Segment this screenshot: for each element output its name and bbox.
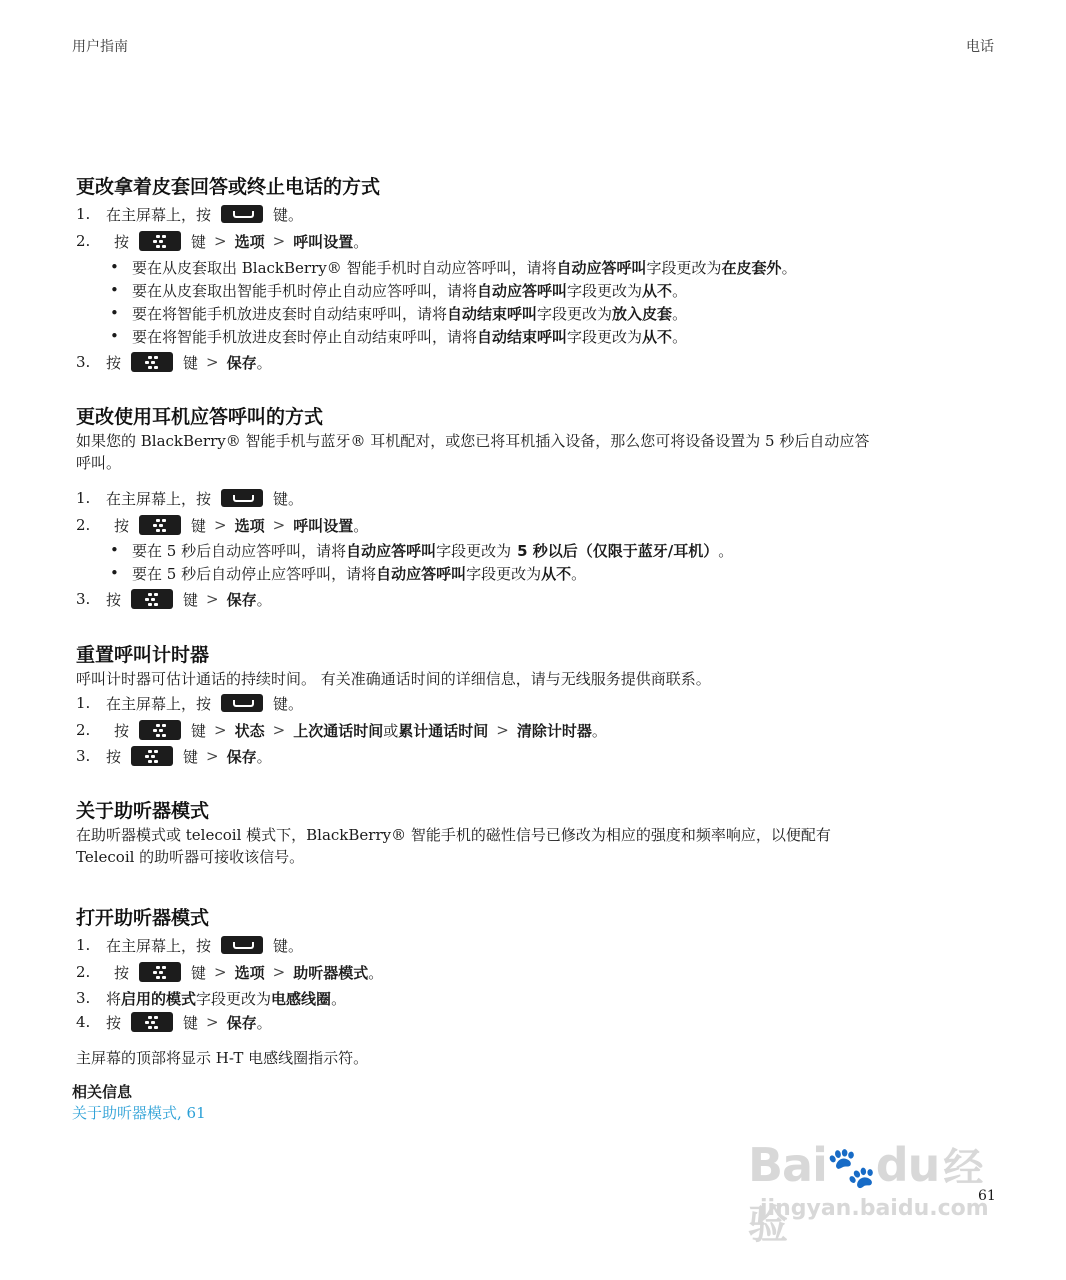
field-name: 启用的模式	[121, 989, 197, 1008]
step-number: 1.	[76, 489, 91, 507]
step-text: 或	[383, 721, 399, 740]
step-number: 4.	[76, 1013, 91, 1031]
punct: 。	[353, 516, 369, 535]
punct: 。	[256, 747, 272, 766]
menu-option: 呼叫设置	[293, 516, 354, 535]
step-text: 按	[114, 232, 130, 251]
punct: 。	[256, 590, 272, 609]
bullet-text: 要在 5 秒后自动应答呼叫，请将	[132, 541, 347, 560]
punct: 。	[718, 541, 734, 560]
send-key-icon	[221, 205, 263, 223]
menu-option: 保存	[226, 747, 257, 766]
chevron: >	[272, 721, 286, 739]
paragraph-line: 如果您的 BlackBerry® 智能手机与蓝牙® 耳机配对，或您已将耳机插入设备，那么您可将设备设置为 5 秒后自动应答	[76, 432, 870, 450]
step-text: 键	[183, 590, 199, 609]
menu-key-icon	[131, 352, 173, 372]
chevron: >	[214, 721, 227, 739]
bullet-text: 要在将智能手机放进皮套时停止自动结束呼叫，请将	[132, 327, 478, 346]
menu-key-icon	[139, 231, 181, 251]
menu-option: 选项	[234, 516, 265, 535]
step-item	[76, 513, 368, 537]
step-text: 按	[114, 721, 130, 740]
step-text: 键	[191, 232, 207, 251]
baidu-watermark	[748, 1118, 1008, 1248]
chevron: >	[272, 516, 286, 534]
field-value: 从不	[541, 564, 572, 583]
step-item	[76, 986, 346, 1010]
chevron: >	[206, 353, 219, 371]
step-item	[76, 960, 383, 984]
field-value: 放入皮套	[612, 304, 673, 323]
field-name: 自动结束呼叫	[477, 327, 568, 346]
bullet-item	[110, 301, 687, 325]
bullet-item	[110, 538, 733, 562]
paragraph-line: 呼叫。	[76, 454, 122, 472]
menu-option: 保存	[226, 1013, 257, 1032]
bullet-text: 要在从皮套取出智能手机时停止自动应答呼叫，请将	[132, 281, 478, 300]
step-text: 将	[106, 989, 122, 1008]
step-text: 键	[191, 963, 207, 982]
step-number: 2.	[76, 516, 91, 534]
punct: 。	[571, 564, 587, 583]
chevron: >	[214, 516, 227, 534]
punct: 。	[591, 721, 607, 740]
bullet-icon: •	[110, 327, 119, 345]
step-item	[76, 486, 303, 510]
menu-key-icon	[131, 1012, 173, 1032]
step-text: 键。	[273, 489, 304, 508]
step-number: 1.	[76, 694, 91, 712]
page-number: 61	[978, 1188, 996, 1204]
header-doc-title: 用户指南	[72, 39, 128, 55]
paragraph-line: 在助听器模式或 telecoil 模式下，BlackBerry® 智能手机的磁性信号已修改为相应的强度和频率响应，以便配有	[76, 826, 831, 844]
step-number: 3.	[76, 989, 91, 1007]
chevron: >	[206, 747, 219, 765]
menu-option: 保存	[226, 353, 257, 372]
paragraph-line: Telecoil 的助听器可接收该信号。	[76, 848, 305, 866]
field-value: 电感线圈	[271, 989, 332, 1008]
bullet-item	[110, 324, 687, 348]
step-item	[76, 718, 607, 742]
related-info-heading: 相关信息	[72, 1083, 133, 1101]
menu-option: 清除计时器	[516, 721, 592, 740]
send-key-icon	[221, 489, 263, 507]
bullet-item	[110, 255, 797, 279]
bullet-icon: •	[110, 541, 119, 559]
paragraph	[76, 824, 831, 868]
step-number: 1.	[76, 205, 91, 223]
menu-option: 累计通话时间	[398, 721, 489, 740]
bullet-text: 字段更改为	[537, 304, 613, 323]
paw-icon: 🐾	[826, 1145, 876, 1191]
menu-option: 助听器模式	[293, 963, 369, 982]
bullet-icon: •	[110, 258, 119, 276]
step-number: 3.	[76, 747, 91, 765]
bullet-text: 要在 5 秒后自动停止应答呼叫，请将	[132, 564, 377, 583]
watermark-text: 经验	[748, 1145, 983, 1248]
field-name: 自动结束呼叫	[447, 304, 538, 323]
section-title: 关于助听器模式	[76, 800, 210, 822]
watermark-logo	[748, 1136, 1008, 1250]
bullet-text: 字段更改为	[466, 564, 542, 583]
chevron: >	[214, 963, 227, 981]
menu-option: 上次通话时间	[293, 721, 384, 740]
step-item	[76, 587, 272, 611]
punct: 。	[331, 989, 347, 1008]
step-text: 键	[191, 516, 207, 535]
paragraph	[76, 430, 869, 474]
step-item	[76, 933, 303, 957]
step-text: 键。	[273, 205, 304, 224]
step-text: 键。	[273, 694, 304, 713]
menu-option: 选项	[234, 232, 265, 251]
bullet-item	[110, 561, 586, 585]
punct: 。	[672, 327, 688, 346]
punct: 。	[256, 1013, 272, 1032]
bullet-text: 字段更改为	[646, 258, 722, 277]
step-text: 键。	[273, 936, 304, 955]
step-text: 按	[106, 353, 122, 372]
step-number: 2.	[76, 963, 91, 981]
menu-key-icon	[139, 962, 181, 982]
step-item	[76, 1010, 272, 1034]
bullet-text: 字段更改为	[567, 281, 643, 300]
step-text: 在主屏幕上，按	[106, 694, 212, 713]
field-name: 自动应答呼叫	[376, 564, 467, 583]
menu-option: 选项	[234, 963, 265, 982]
header-chapter: 电话	[966, 39, 994, 55]
step-text: 按	[106, 1013, 122, 1032]
step-item	[76, 691, 303, 715]
step-text: 在主屏幕上，按	[106, 489, 212, 508]
step-number: 3.	[76, 353, 91, 371]
step-number: 2.	[76, 232, 91, 250]
related-link[interactable]: 关于助听器模式, 61	[72, 1104, 206, 1122]
punct: 。	[672, 304, 688, 323]
send-key-icon	[221, 936, 263, 954]
punct: 。	[781, 258, 797, 277]
field-value: 从不	[642, 281, 673, 300]
section-title: 更改使用耳机应答呼叫的方式	[76, 406, 324, 428]
step-item	[76, 202, 303, 226]
punct: 。	[672, 281, 688, 300]
note-text: 主屏幕的顶部将显示 H-T 电感线圈指示符。	[76, 1049, 369, 1067]
section-title: 更改拿着皮套回答或终止电话的方式	[76, 176, 381, 198]
step-text: 键	[183, 1013, 199, 1032]
step-text: 在主屏幕上，按	[106, 936, 212, 955]
watermark-text: du	[875, 1138, 940, 1192]
step-number: 1.	[76, 936, 91, 954]
step-number: 3.	[76, 590, 91, 608]
bullet-icon: •	[110, 304, 119, 322]
paragraph: 呼叫计时器可估计通话的持续时间。 有关准确通话时间的详细信息，请与无线服务提供商联系。	[76, 670, 711, 688]
punct: 。	[256, 353, 272, 372]
menu-key-icon	[131, 589, 173, 609]
step-item	[76, 744, 272, 768]
step-text: 按	[106, 747, 122, 766]
section-title: 重置呼叫计时器	[76, 644, 210, 666]
punct: 。	[353, 232, 369, 251]
chevron: >	[206, 590, 219, 608]
watermark-url: jingyan.baidu.com	[760, 1196, 989, 1221]
step-number: 2.	[76, 721, 91, 739]
bullet-icon: •	[110, 281, 119, 299]
step-item	[76, 229, 368, 253]
field-name: 自动应答呼叫	[346, 541, 437, 560]
menu-option: 呼叫设置	[293, 232, 354, 251]
menu-option: 保存	[226, 590, 257, 609]
chevron: >	[214, 232, 227, 250]
step-text: 按	[106, 590, 122, 609]
menu-option: 状态	[234, 721, 265, 740]
punct: 。	[368, 963, 384, 982]
bullet-icon: •	[110, 564, 119, 582]
step-text: 键	[191, 721, 207, 740]
menu-key-icon	[139, 515, 181, 535]
step-text: 键	[183, 353, 199, 372]
chevron: >	[272, 232, 286, 250]
step-text: 在主屏幕上，按	[106, 205, 212, 224]
bullet-text: 字段更改为	[567, 327, 643, 346]
menu-key-icon	[131, 746, 173, 766]
step-text: 按	[114, 516, 130, 535]
menu-key-icon	[139, 720, 181, 740]
bullet-text: 要在将智能手机放进皮套时自动结束呼叫，请将	[132, 304, 448, 323]
chevron: >	[206, 1013, 219, 1031]
send-key-icon	[221, 694, 263, 712]
section-title: 打开助听器模式	[76, 907, 210, 929]
field-value: 从不	[642, 327, 673, 346]
chevron: >	[496, 721, 509, 739]
field-name: 自动应答呼叫	[556, 258, 647, 277]
bullet-text: 字段更改为	[436, 541, 512, 560]
watermark-text: Bai	[748, 1138, 827, 1192]
bullet-text: 要在从皮套取出 BlackBerry® 智能手机时自动应答呼叫，请将	[132, 258, 557, 277]
bullet-item	[110, 278, 687, 302]
field-name: 自动应答呼叫	[477, 281, 568, 300]
chevron: >	[272, 963, 286, 981]
step-text: 键	[183, 747, 199, 766]
field-value: 5 秒以后（仅限于蓝牙/耳机）	[517, 541, 719, 560]
step-item	[76, 350, 272, 374]
step-text: 按	[114, 963, 130, 982]
field-value: 在皮套外	[721, 258, 782, 277]
step-text: 字段更改为	[196, 989, 272, 1008]
